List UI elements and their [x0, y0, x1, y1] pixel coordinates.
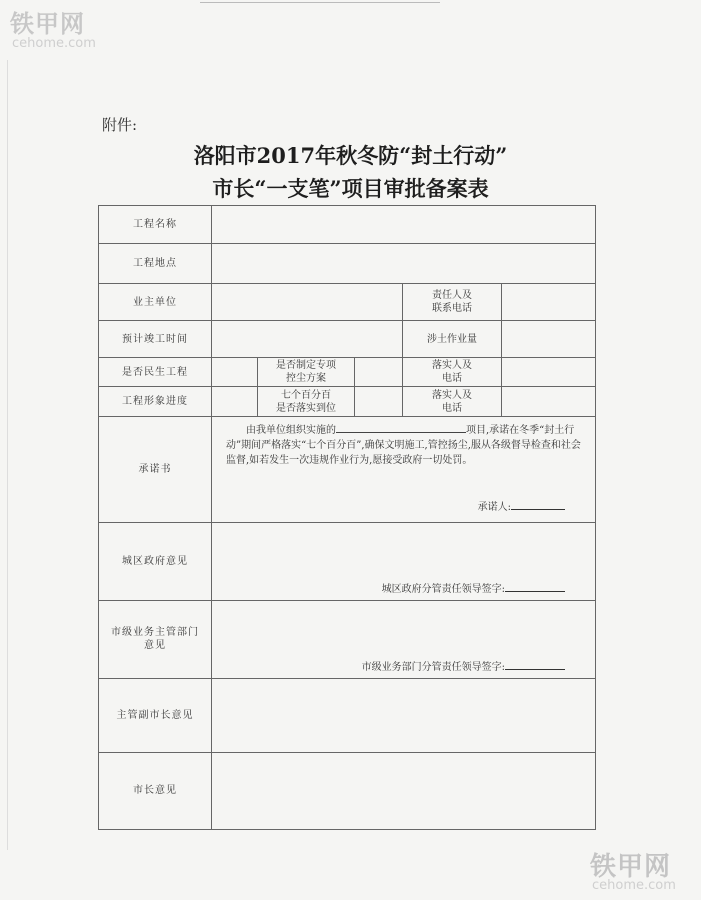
district-opinion-field[interactable] — [212, 523, 596, 600]
implementer-phone-field[interactable] — [502, 387, 596, 417]
page-title: 洛阳市2017年秋冬防“封土行动” — [193, 143, 508, 168]
pledge-body-text: 项目,承诺在冬季“封土行动”期间严格落实“七个百分百”,确保文明施工,管控扬尘,服从各级督导检查和社会监督,如若发生一次违规作业行为,愿接受政府一切处罚。 — [226, 425, 581, 467]
planned-completion-label: 预计竣工时间 — [99, 321, 212, 358]
watermark-logo: 铁甲网 — [590, 852, 672, 882]
responsible-person-phone-field[interactable] — [502, 284, 596, 321]
project-location-field[interactable] — [212, 244, 596, 284]
district-opinion-label: 城区政府意见 — [99, 523, 212, 600]
attachment-label: 附件: — [102, 116, 138, 134]
image-progress-field[interactable] — [212, 387, 258, 417]
approval-form-table — [98, 205, 596, 830]
district-signature — [382, 582, 565, 596]
implementer-phone-label: 落实人及 电话 — [403, 358, 502, 387]
dept-sign-label: 市级业务部门分管责任领导签字: — [361, 661, 505, 673]
seven-percent-label: 七个百分百 是否落实到位 — [258, 387, 355, 417]
district-signature-line[interactable] — [505, 582, 565, 592]
earthwork-volume-label: 涉土作业量 — [403, 321, 502, 358]
dept-signature — [362, 660, 565, 674]
pledger-signature-line[interactable] — [511, 500, 565, 510]
responsible-person-phone-label: 责任人及 联系电话 — [403, 284, 502, 321]
dust-control-plan-label: 是否制定专项 控尘方案 — [258, 358, 355, 387]
pledger-label: 承诺人: — [477, 502, 511, 514]
project-location-label: 工程地点 — [99, 244, 212, 284]
dept-opinion-label: 市级业务主管部门 意见 — [99, 600, 212, 678]
district-sign-label: 城区政府分管责任领导签字: — [381, 583, 505, 595]
pledge-text — [226, 423, 583, 468]
watermark-url: cehome.com — [12, 36, 96, 51]
project-name-field[interactable] — [212, 206, 596, 244]
vice-mayor-opinion-field[interactable] — [212, 678, 596, 752]
watermark-url: cehome.com — [592, 878, 676, 893]
dept-signature-line[interactable] — [505, 660, 565, 670]
pledge-content — [212, 417, 596, 523]
pledger-signature — [478, 500, 565, 514]
project-blank[interactable] — [336, 423, 466, 433]
dept-opinion-field[interactable] — [212, 600, 596, 678]
dust-control-plan-field[interactable] — [355, 358, 403, 387]
is-livelihood-field[interactable] — [212, 358, 258, 387]
earthwork-volume-field[interactable] — [502, 321, 596, 358]
is-livelihood-label: 是否民生工程 — [99, 358, 212, 387]
vice-mayor-opinion-label: 主管副市长意见 — [99, 678, 212, 752]
page-subtitle: 市长“一支笔”项目审批备案表 — [212, 176, 489, 201]
owner-unit-label: 业主单位 — [99, 284, 212, 321]
owner-unit-field[interactable] — [212, 284, 403, 321]
implementer-phone-field[interactable] — [502, 358, 596, 387]
image-progress-label: 工程形象进度 — [99, 387, 212, 417]
pledge-label: 承诺书 — [99, 417, 212, 523]
seven-percent-field[interactable] — [355, 387, 403, 417]
planned-completion-field[interactable] — [212, 321, 403, 358]
project-name-label: 工程名称 — [99, 206, 212, 244]
mayor-opinion-field[interactable] — [212, 752, 596, 829]
watermark-logo: 铁甲网 — [10, 10, 85, 38]
pledge-prefix: 由我单位组织实施的 — [246, 425, 336, 437]
implementer-phone-label: 落实人及 电话 — [403, 387, 502, 417]
mayor-opinion-label: 市长意见 — [99, 752, 212, 829]
scan-edge-line — [200, 2, 440, 3]
